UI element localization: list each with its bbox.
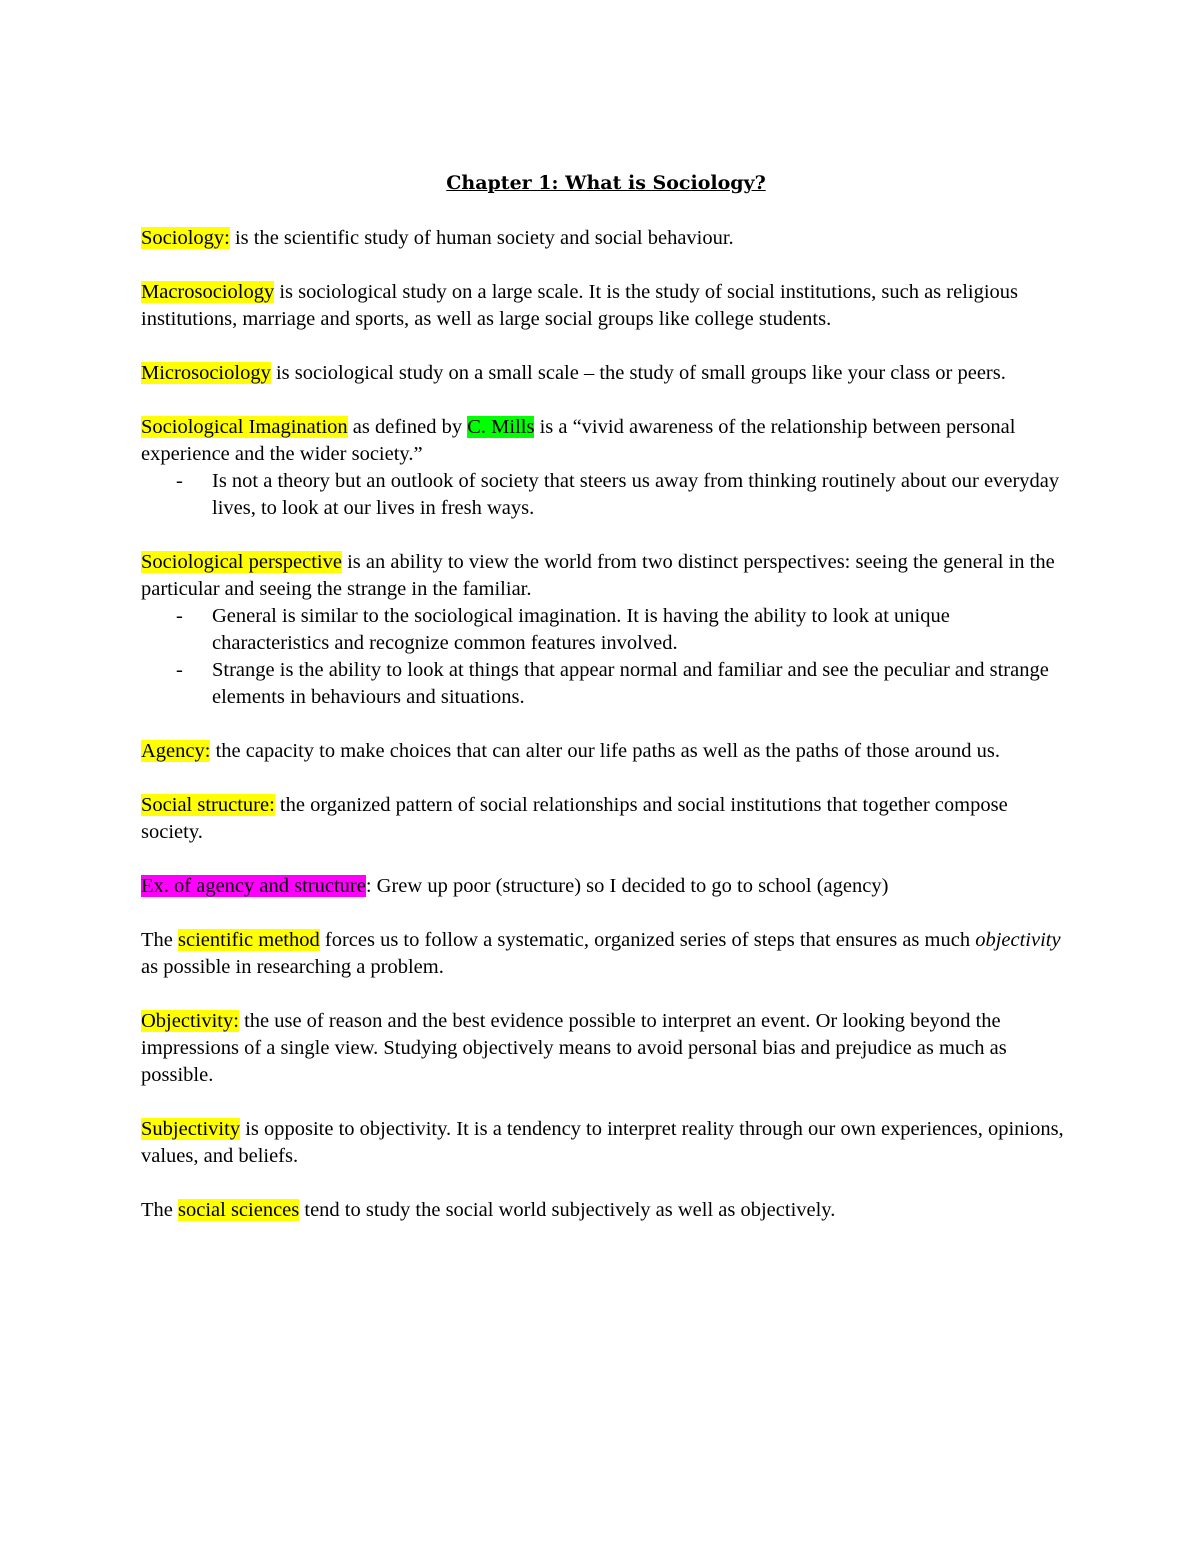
definition-microsociology bbox=[141, 360, 1071, 387]
emphasized-word: objectivity bbox=[975, 929, 1061, 951]
definition-text: The bbox=[141, 929, 178, 951]
dash-marker: - bbox=[176, 470, 183, 492]
definition-social-sciences bbox=[141, 1197, 1071, 1224]
term-macrosociology: Macrosociology bbox=[141, 281, 275, 303]
term-agency: Agency: bbox=[141, 740, 211, 762]
example-agency-structure bbox=[141, 873, 1071, 900]
definition-text: the capacity to make choices that can alter our life paths as well as the paths of those around us. bbox=[210, 740, 1001, 762]
definition-text: The bbox=[141, 1199, 178, 1221]
definition-text: is a “vivid awareness of the relationship between personal experience and the wider society.” bbox=[141, 416, 1016, 465]
imagination-bullet-list bbox=[141, 468, 1071, 522]
definition-sociological-perspective bbox=[141, 549, 1071, 603]
definition-text: is sociological study on a large scale. It is the study of social institutions, such as religious institutions, marriage and sports, as well as large social groups like college students. bbox=[141, 281, 1019, 330]
definition-text: is opposite to objectivity. It is a tendency to interpret reality through our own experiences, opinions, values, and beliefs. bbox=[141, 1118, 1064, 1167]
term-social-structure: Social structure: bbox=[141, 794, 275, 816]
definition-subjectivity bbox=[141, 1116, 1071, 1170]
list-item bbox=[141, 657, 1071, 711]
definition-text: forces us to follow a systematic, organized series of steps that ensures as much bbox=[319, 929, 976, 951]
term-sociology: Sociology: bbox=[141, 227, 230, 249]
list-item bbox=[141, 468, 1071, 522]
definition-text: : Grew up poor (structure) so I decided to go to school (agency) bbox=[365, 875, 889, 897]
definition-macrosociology bbox=[141, 279, 1071, 333]
term-sociological-perspective: Sociological perspective bbox=[141, 551, 342, 573]
dash-marker: - bbox=[176, 605, 183, 627]
term-objectivity: Objectivity: bbox=[141, 1010, 239, 1032]
term-scientific-method: scientific method bbox=[178, 929, 320, 951]
definition-text: is an ability to view the world from two distinct perspectives: seeing the general in the particular and seeing the strange in the familiar. bbox=[141, 551, 1055, 600]
definition-text: is the scientific study of human society and social behaviour. bbox=[229, 227, 734, 249]
definition-sociological-imagination bbox=[141, 414, 1071, 468]
definition-agency bbox=[141, 738, 1071, 765]
term-sociological-imagination: Sociological Imagination bbox=[141, 416, 348, 438]
term-social-sciences: social sciences bbox=[178, 1199, 300, 1221]
definition-text: tend to study the social world subjectively as well as objectively. bbox=[299, 1199, 836, 1221]
definition-objectivity bbox=[141, 1008, 1071, 1089]
term-microsociology: Microsociology bbox=[141, 362, 271, 384]
definition-social-structure bbox=[141, 792, 1071, 846]
perspective-bullet-list bbox=[141, 603, 1071, 711]
list-item-text: Is not a theory but an outlook of society that steers us away from thinking routinely about our everyday lives, to look at our lives in fresh ways. bbox=[212, 470, 1060, 519]
definition-text: the use of reason and the best evidence possible to interpret an event. Or looking beyond the impressions of a single view. Studying objectively means to avoid personal bias and prejudice as much as possible. bbox=[141, 1010, 1007, 1086]
page-title: Chapter 1: What is Sociology? bbox=[446, 172, 766, 194]
definition-text: the organized pattern of social relationships and social institutions that together compose society. bbox=[141, 794, 1008, 843]
definition-scientific-method bbox=[141, 927, 1071, 981]
list-item bbox=[141, 603, 1071, 657]
definition-sociology bbox=[141, 225, 1071, 252]
definition-text: is sociological study on a small scale – the study of small groups like your class or peers. bbox=[270, 362, 1006, 384]
dash-marker: - bbox=[176, 659, 183, 681]
definition-text: as defined by bbox=[347, 416, 468, 438]
list-item-text: General is similar to the sociological imagination. It is having the ability to look at unique characteristics and recognize common features involved. bbox=[212, 605, 950, 654]
term-example: Ex. of agency and structure bbox=[141, 875, 366, 897]
document-page bbox=[141, 168, 1071, 1251]
list-item-text: Strange is the ability to look at things that appear normal and familiar and see the peculiar and strange elements in behaviours and situations. bbox=[212, 659, 1049, 708]
highlighted-name: C. Mills bbox=[467, 416, 535, 438]
term-subjectivity: Subjectivity bbox=[141, 1118, 241, 1140]
definition-text: as possible in researching a problem. bbox=[141, 956, 444, 978]
